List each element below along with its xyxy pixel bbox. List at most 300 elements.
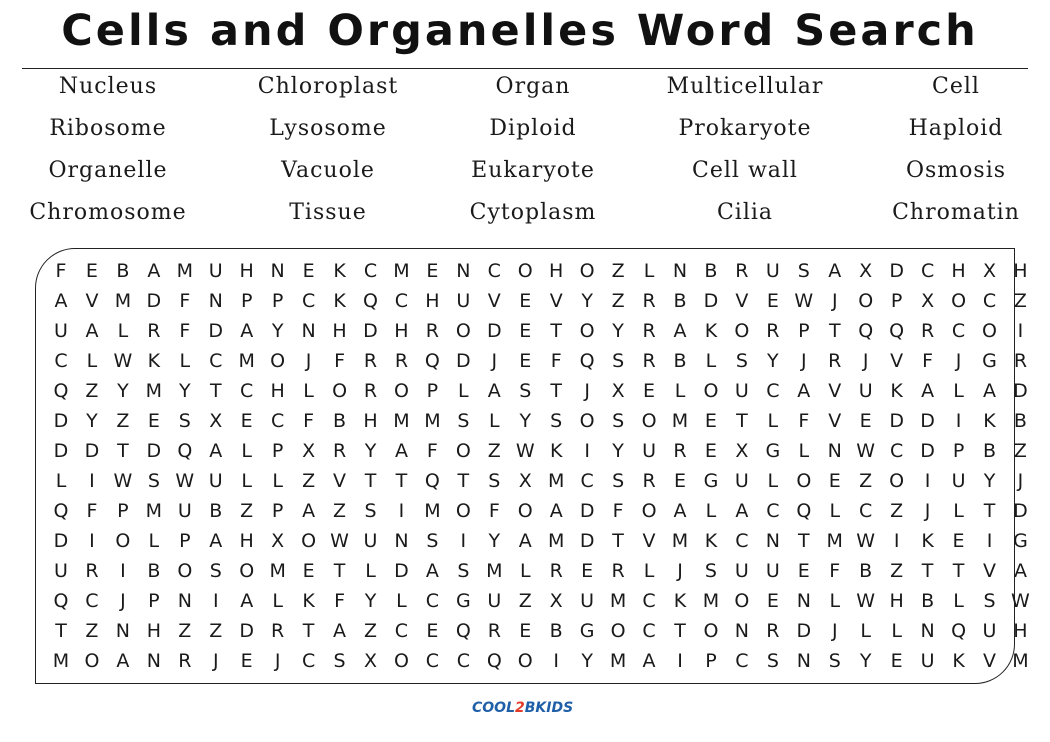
grid-letter: V <box>333 470 347 492</box>
grid-letter: X <box>209 410 223 432</box>
grid-letter: T <box>117 440 129 462</box>
grid-letter: O <box>641 410 657 432</box>
grid-letter: D <box>239 620 254 642</box>
grid-letter: B <box>116 260 130 282</box>
grid-letter: S <box>209 560 222 582</box>
grid-letter: R <box>766 320 780 342</box>
grid-letter: Y <box>271 320 284 342</box>
grid-letter: N <box>456 260 471 282</box>
grid-letter: R <box>425 320 439 342</box>
grid-letter: G <box>982 350 997 372</box>
grid-letter: R <box>642 290 656 312</box>
grid-letter: C <box>425 650 440 672</box>
grid-letter: M <box>176 260 193 282</box>
grid-letter: D <box>394 560 409 582</box>
grid-letter: V <box>828 380 842 402</box>
word-item: Vacuole <box>281 158 375 183</box>
word-item: Haploid <box>908 116 1004 141</box>
grid-letter: B <box>921 590 935 612</box>
grid-letter: I <box>584 440 590 462</box>
grid-letter: Z <box>487 440 501 462</box>
grid-letter: T <box>395 470 408 492</box>
word-item: Multicellular <box>666 74 824 99</box>
grid-letter: W <box>856 530 876 552</box>
grid-letter: E <box>519 290 532 312</box>
puzzle-grid-frame <box>35 248 1030 684</box>
grid-letter: P <box>890 290 903 312</box>
grid-letter: R <box>394 350 409 372</box>
grid-letter: S <box>426 530 439 552</box>
grid-letter: J <box>491 350 498 372</box>
grid-letter: C <box>85 590 99 612</box>
grid-letter: E <box>302 560 315 582</box>
grid-letter: B <box>673 350 687 372</box>
grid-letter: A <box>425 560 439 582</box>
grid-letter: X <box>859 260 873 282</box>
grid-letter: Z <box>1013 440 1027 462</box>
grid-letter: X <box>611 380 625 402</box>
grid-letter: T <box>983 500 996 522</box>
word-item: Organ <box>495 74 571 99</box>
grid-letter: E <box>240 410 253 432</box>
grid-letter: Z <box>611 260 625 282</box>
grid-letter: U <box>363 530 378 552</box>
grid-letter: C <box>735 650 749 672</box>
grid-letter: Q <box>177 440 193 462</box>
grid-letter: L <box>674 380 686 402</box>
word-item: Osmosis <box>905 158 1007 183</box>
grid-letter: O <box>858 290 874 312</box>
grid-letter: W <box>175 470 195 492</box>
grid-letter: I <box>89 470 95 492</box>
grid-letter: H <box>889 590 904 612</box>
grid-letter: O <box>734 320 750 342</box>
grid-letter: A <box>54 290 68 312</box>
grid-letter: K <box>549 440 563 462</box>
grid-letter: G <box>703 470 719 492</box>
grid-letter: T <box>797 530 810 552</box>
grid-letter: M <box>702 590 720 612</box>
grid-letter: J <box>800 350 807 372</box>
grid-letter: L <box>953 380 964 402</box>
grid-letter: L <box>767 470 779 492</box>
grid-letter: E <box>426 260 439 282</box>
grid-letter: C <box>363 260 378 282</box>
grid-letter: O <box>177 560 193 582</box>
grid-letter: C <box>982 290 997 312</box>
grid-letter: U <box>734 470 749 492</box>
grid-letter: Q <box>53 380 69 402</box>
grid-letter: J <box>677 560 683 582</box>
grid-letter: L <box>953 590 964 612</box>
grid-letter: L <box>117 320 129 342</box>
grid-letter: U <box>54 320 68 342</box>
grid-letter: J <box>274 650 281 672</box>
grid-letter: U <box>734 560 749 582</box>
grid-letter: B <box>549 620 563 642</box>
grid-letter: R <box>673 440 687 462</box>
grid-letter: X <box>921 290 935 312</box>
grid-letter: O <box>610 620 626 642</box>
grid-letter: C <box>271 410 285 432</box>
grid-letter: C <box>642 620 656 642</box>
grid-letter: C <box>301 290 316 312</box>
grid-letter: A <box>487 380 501 402</box>
grid-letter: S <box>178 410 191 432</box>
grid-letter: T <box>333 560 346 582</box>
grid-letter: R <box>1013 350 1028 372</box>
grid-letter: Q <box>424 470 440 492</box>
grid-letter: R <box>147 320 161 342</box>
grid-letter: U <box>456 290 471 312</box>
grid-letter: D <box>1013 500 1028 522</box>
grid-letter: M <box>145 380 163 402</box>
grid-letter: M <box>671 530 689 552</box>
grid-letter: H <box>394 320 409 342</box>
grid-letter: A <box>673 320 687 342</box>
grid-letter: O <box>641 500 657 522</box>
grid-letter: P <box>426 380 439 402</box>
grid-letter: T <box>209 380 222 402</box>
grid-letter: Z <box>333 500 347 522</box>
grid-letter: N <box>734 620 749 642</box>
grid-letter: D <box>53 410 69 432</box>
grid-letter: U <box>642 440 656 462</box>
grid-letter: O <box>703 620 719 642</box>
grid-letter: T <box>612 530 624 552</box>
grid-letter: R <box>611 560 625 582</box>
grid-letter: G <box>765 440 781 462</box>
grid-letter: U <box>54 560 68 582</box>
word-item: Cell <box>932 74 980 99</box>
grid-letter: O <box>455 440 471 462</box>
grid-letter: L <box>241 470 252 492</box>
grid-letter: C <box>766 500 780 522</box>
grid-letter: K <box>952 650 965 672</box>
grid-letter: F <box>550 350 562 372</box>
grid-letter: A <box>1013 560 1027 582</box>
grid-letter: R <box>549 560 563 582</box>
grid-letter: X <box>982 260 997 282</box>
grid-letter: E <box>704 410 717 432</box>
grid-letter: O <box>455 320 471 342</box>
grid-letter: Z <box>890 500 904 522</box>
grid-letter: O <box>517 500 533 522</box>
grid-letter: E <box>704 440 717 462</box>
grid-letter: J <box>924 500 931 522</box>
grid-letter: Z <box>518 590 532 612</box>
grid-letter: S <box>612 470 625 492</box>
grid-letter: Y <box>612 440 624 462</box>
grid-letter: T <box>952 560 965 582</box>
grid-letter: M <box>609 590 627 612</box>
grid-letter: S <box>364 500 377 522</box>
grid-letter: A <box>85 320 99 342</box>
grid-letter: H <box>1013 620 1028 642</box>
grid-letter: V <box>735 290 749 312</box>
grid-letter: P <box>798 320 810 342</box>
grid-letter: N <box>827 440 842 462</box>
grid-letter: U <box>177 500 192 522</box>
grid-letter: O <box>734 590 750 612</box>
grid-letter: M <box>269 560 286 582</box>
grid-letter: S <box>612 410 625 432</box>
grid-letter: R <box>642 320 656 342</box>
grid-letter: N <box>394 530 409 552</box>
word-item: Cilia <box>716 200 774 225</box>
grid-letter: D <box>146 290 162 312</box>
grid-letter: M <box>114 290 132 312</box>
grid-letter: R <box>920 320 935 342</box>
grid-letter: U <box>765 260 780 282</box>
grid-letter: X <box>518 470 532 492</box>
grid-letter: C <box>890 440 904 462</box>
word-item: Tissue <box>289 200 367 225</box>
grid-letter: T <box>55 620 67 642</box>
word-item: Nucleus <box>58 74 158 99</box>
grid-letter: X <box>302 440 316 462</box>
grid-letter: K <box>704 530 718 552</box>
grid-letter: D <box>363 320 378 342</box>
grid-letter: K <box>333 260 346 282</box>
grid-letter: J <box>305 350 312 372</box>
grid-letter: W <box>794 290 814 312</box>
grid-letter: V <box>642 530 656 552</box>
grid-letter: W <box>113 350 133 372</box>
grid-letter: N <box>765 530 780 552</box>
grid-letter: F <box>426 440 438 462</box>
grid-letter: V <box>890 350 904 372</box>
grid-letter: A <box>921 380 935 402</box>
grid-letter: O <box>579 320 595 342</box>
grid-letter: U <box>734 380 749 402</box>
grid-letter: M <box>609 650 627 672</box>
grid-letter: J <box>584 380 590 402</box>
grid-letter: I <box>677 650 683 672</box>
grid-letter: B <box>982 440 997 462</box>
grid-letter: L <box>179 350 191 372</box>
grid-letter: N <box>920 620 935 642</box>
grid-letter: W <box>856 590 876 612</box>
grid-letter: Y <box>364 590 377 612</box>
word-item: Cell wall <box>692 158 798 183</box>
grid-letter: O <box>455 500 471 522</box>
grid-letter: B <box>1013 410 1027 432</box>
grid-letter: I <box>553 650 559 672</box>
grid-letter: Y <box>581 650 593 672</box>
grid-letter: O <box>270 350 286 372</box>
grid-letter: S <box>550 410 563 432</box>
grid-letter: T <box>736 410 748 432</box>
grid-letter: I <box>986 530 993 552</box>
grid-letter: E <box>302 260 315 282</box>
grid-letter: E <box>766 590 779 612</box>
grid-letter: H <box>549 260 564 282</box>
grid-letter: H <box>332 320 347 342</box>
grid-letter: D <box>456 350 471 372</box>
grid-letter: O <box>951 290 967 312</box>
grid-letter: Y <box>983 470 996 492</box>
grid-letter: O <box>796 470 812 492</box>
grid-letter: Q <box>53 500 69 522</box>
grid-letter: H <box>239 530 254 552</box>
grid-letter: D <box>889 410 904 432</box>
grid-letter: C <box>240 380 254 402</box>
grid-letter: L <box>643 560 655 582</box>
grid-letter: M <box>424 410 441 432</box>
grid-letter: G <box>455 590 471 612</box>
grid-letter: Y <box>767 350 779 372</box>
grid-letter: Y <box>612 320 624 342</box>
grid-letter: M <box>826 530 843 552</box>
grid-letter: S <box>147 470 160 492</box>
grid-letter: Y <box>519 410 532 432</box>
grid-letter: W <box>113 470 133 492</box>
grid-letter: A <box>240 590 254 612</box>
grid-letter: Y <box>117 380 129 402</box>
grid-letter: Z <box>859 470 873 492</box>
word-item: Prokaryote <box>678 116 812 141</box>
word-item: Diploid <box>489 116 577 141</box>
grid-letter: I <box>955 410 962 432</box>
grid-letter: O <box>579 410 595 432</box>
grid-letter: N <box>208 290 223 312</box>
grid-letter: Z <box>363 620 378 642</box>
grid-letter: P <box>271 290 284 312</box>
grid-letter: J <box>862 350 869 372</box>
grid-letter: S <box>735 350 748 372</box>
grid-letter: Q <box>858 320 874 342</box>
grid-letter: A <box>116 650 130 672</box>
grid-letter: H <box>270 380 285 402</box>
grid-letter: T <box>921 560 934 582</box>
grid-letter: K <box>921 530 934 552</box>
grid-letter: F <box>829 560 841 582</box>
grid-letter: A <box>209 440 223 462</box>
word-item: Ribosome <box>49 116 167 141</box>
grid-letter: Q <box>53 590 69 612</box>
grid-letter: D <box>703 290 719 312</box>
grid-letter: Y <box>859 650 872 672</box>
grid-letter: M <box>52 650 70 672</box>
grid-letter: B <box>209 500 223 522</box>
grid-letter: B <box>859 560 873 582</box>
grid-letter: L <box>767 410 779 432</box>
grid-letter: A <box>828 260 842 282</box>
grid-letter: W <box>515 440 535 462</box>
grid-letter: C <box>766 380 780 402</box>
grid-letter: N <box>270 260 285 282</box>
grid-letter: O <box>517 260 533 282</box>
grid-letter: N <box>177 590 192 612</box>
grid-letter: R <box>735 260 749 282</box>
grid-letter: L <box>489 410 500 432</box>
grid-letter: I <box>893 530 900 552</box>
grid-letter: F <box>303 410 315 432</box>
grid-letter: L <box>396 590 407 612</box>
grid-letter: A <box>302 500 316 522</box>
grid-letter: R <box>178 650 192 672</box>
grid-letter: E <box>890 650 903 672</box>
grid-letter: T <box>828 320 841 342</box>
grid-letter: U <box>920 650 935 672</box>
grid-letter: V <box>549 290 563 312</box>
grid-letter: L <box>953 500 964 522</box>
grid-letter: M <box>486 560 503 582</box>
grid-letter: Z <box>1013 290 1027 312</box>
grid-letter: B <box>673 290 687 312</box>
word-item: Lysosome <box>269 116 387 141</box>
grid-letter: Q <box>889 320 905 342</box>
grid-letter: L <box>365 560 376 582</box>
grid-letter: P <box>240 290 253 312</box>
grid-letter: O <box>301 530 317 552</box>
grid-letter: R <box>363 380 378 402</box>
grid-letter: M <box>393 410 410 432</box>
grid-letter: F <box>86 500 98 522</box>
grid-letter: D <box>1013 380 1028 402</box>
grid-letter: L <box>705 350 717 372</box>
grid-letter: C <box>642 590 656 612</box>
grid-letter: Z <box>240 500 254 522</box>
grid-letter: C <box>951 320 966 342</box>
grid-letter: L <box>891 620 902 642</box>
grid-letter: Y <box>581 290 593 312</box>
grid-letter: O <box>703 380 719 402</box>
grid-letter: E <box>426 620 439 642</box>
grid-letter: D <box>920 440 935 462</box>
grid-letter: M <box>424 500 441 522</box>
grid-letter: C <box>301 650 316 672</box>
word-item: Chromatin <box>892 200 1020 225</box>
grid-letter: S <box>983 590 996 612</box>
grid-letter: D <box>579 530 595 552</box>
grid-letter: E <box>828 470 841 492</box>
word-item: Eukaryote <box>471 158 595 183</box>
grid-letter: J <box>120 590 126 612</box>
grid-letter: B <box>147 560 161 582</box>
grid-letter: U <box>208 470 223 492</box>
grid-letter: E <box>797 560 810 582</box>
grid-letter: S <box>612 350 625 372</box>
grid-letter: C <box>735 530 749 552</box>
grid-letter: R <box>332 440 347 462</box>
grid-letter: A <box>518 530 532 552</box>
grid-letter: E <box>581 560 594 582</box>
grid-letter: Z <box>85 620 99 642</box>
grid-letter: F <box>334 350 346 372</box>
grid-letter: H <box>951 260 966 282</box>
grid-letter: K <box>147 350 161 372</box>
grid-letter: G <box>579 620 595 642</box>
grid-letter: Z <box>302 470 316 492</box>
grid-letter: K <box>673 590 687 612</box>
grid-letter: L <box>86 350 98 372</box>
grid-letter: C <box>209 350 223 372</box>
grid-letter: A <box>333 620 347 642</box>
grid-letter: C <box>920 260 935 282</box>
grid-letter: V <box>983 650 996 672</box>
grid-letter: V <box>983 560 996 582</box>
grid-letter: Q <box>951 620 967 642</box>
grid-letter: X <box>363 650 378 672</box>
word-item: Cytoplasm <box>469 200 597 225</box>
grid-letter: P <box>117 500 129 522</box>
grid-letter: Z <box>116 410 130 432</box>
grid-letter: A <box>983 380 996 402</box>
grid-letter: L <box>829 590 841 612</box>
grid-letter: L <box>705 500 717 522</box>
